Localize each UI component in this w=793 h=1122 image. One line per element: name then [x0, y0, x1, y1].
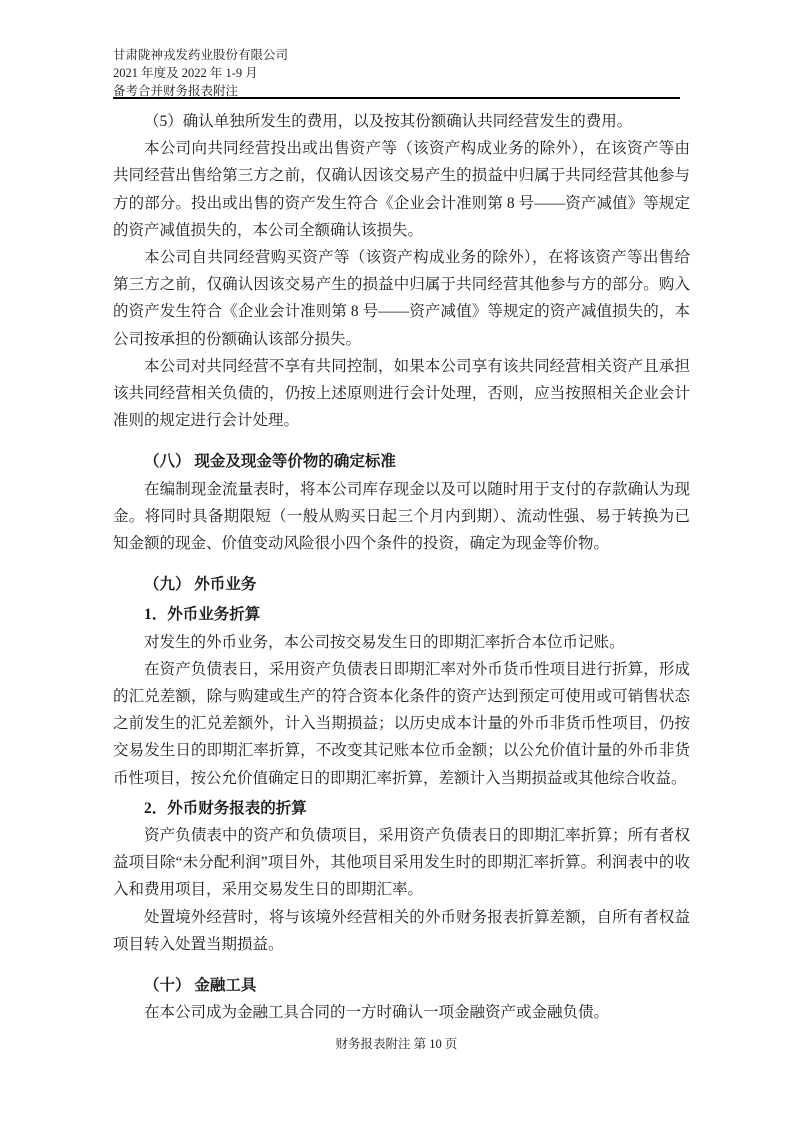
section-heading-9: （九） 外币业务 [144, 576, 257, 594]
paragraph: 对发生的外币业务，本公司按交易发生日的即期汇率折合本位币记账。 [144, 633, 625, 651]
section-heading-10: （十） 金融工具 [144, 977, 257, 995]
header-divider-rule [113, 97, 680, 99]
paragraph: （5）确认单独所发生的费用，以及按其份额确认共同经营发生的费用。 [144, 113, 633, 130]
section-heading-8: （八） 现金及现金等价物的确定标准 [144, 453, 396, 471]
subsection-heading-2: 2．外币财务报表的折算 [144, 799, 307, 817]
subsection-heading-1: 1．外币业务折算 [144, 606, 261, 624]
header-report-period: 2021 年度及 2022 年 1-9 月 [113, 66, 258, 80]
paragraph: 在资产负债表日，采用资产负债表日即期汇率对外币货币性项目进行折算，形成的汇兑差额，除与购建或生产的符合资本化条件的资产达到预定可使用或可销售状态之前发生的汇兑差额外，计入当期损益；以历史成本计量的外币非货币性项目，仍按交易发生日的即期汇率折算，不改变其记账本位币金额；以公允价值计量的外币非货币性项目，按公允价值确定日的即期汇率折算，差额计入当期损益或其他综合收益。 [113, 660, 690, 787]
paragraph: 本公司向共同经营投出或出售资产等（该资产构成业务的除外），在该资产等由共同经营出售给第三方之前，仅确认因该交易产生的损益中归属于共同经营其他参与方的部分。投出或出售的资产发生符合《企业会计准则第 8 号——资产减值》等规定的资产减值损失的，本公司全额确认该损失。 [113, 140, 690, 239]
running-header [113, 46, 680, 100]
paragraph: 资产负债表中的资产和负债项目，采用资产负债表日的即期汇率折算；所有者权益项目除“未分配利润”项目外，其他项目采用发生时的即期汇率折算。利润表中的收入和费用项目，采用交易发生日的即期汇率。 [113, 827, 690, 899]
paragraph: 处置境外经营时，将与该境外经营相关的外币财务报表折算差额，自所有者权益项目转入处置当期损益。 [113, 908, 690, 953]
header-doc-title: 备考合并财务报表附注 [113, 84, 239, 98]
paragraph: 本公司对共同经营不享有共同控制，如果本公司享有该共同经营相关资产且承担该共同经营相关负债的，仍按上述原则进行会计处理，否则，应当按照相关企业会计准则的规定进行会计处理。 [113, 357, 690, 430]
page-footer: 财务报表附注 第 10 页 [335, 1037, 458, 1051]
paragraph: 在编制现金流量表时，将本公司库存现金以及可以随时用于支付的存款确认为现金。将同时具备期限短（一般从购买日起三个月内到期）、流动性强、易于转换为已知金额的现金、价值变动风险很小四个条件的投资，确定为现金等价物。 [113, 480, 690, 553]
paragraph: 本公司自共同经营购买资产等（该资产构成业务的除外），在将该资产等出售给第三方之前，仅确认因该交易产生的损益中归属于共同经营其他参与方的部分。购入的资产发生符合《企业会计准则第 8 号——资产减值》等规定的资产减值损失的，本公司按承担的份额确认该部分损失。 [113, 249, 690, 348]
paragraph: 在本公司成为金融工具合同的一方时确认一项金融资产或金融负债。 [144, 1004, 610, 1022]
header-company-name: 甘肃陇神戎发药业股份有限公司 [113, 48, 289, 62]
document-body [113, 108, 690, 1027]
